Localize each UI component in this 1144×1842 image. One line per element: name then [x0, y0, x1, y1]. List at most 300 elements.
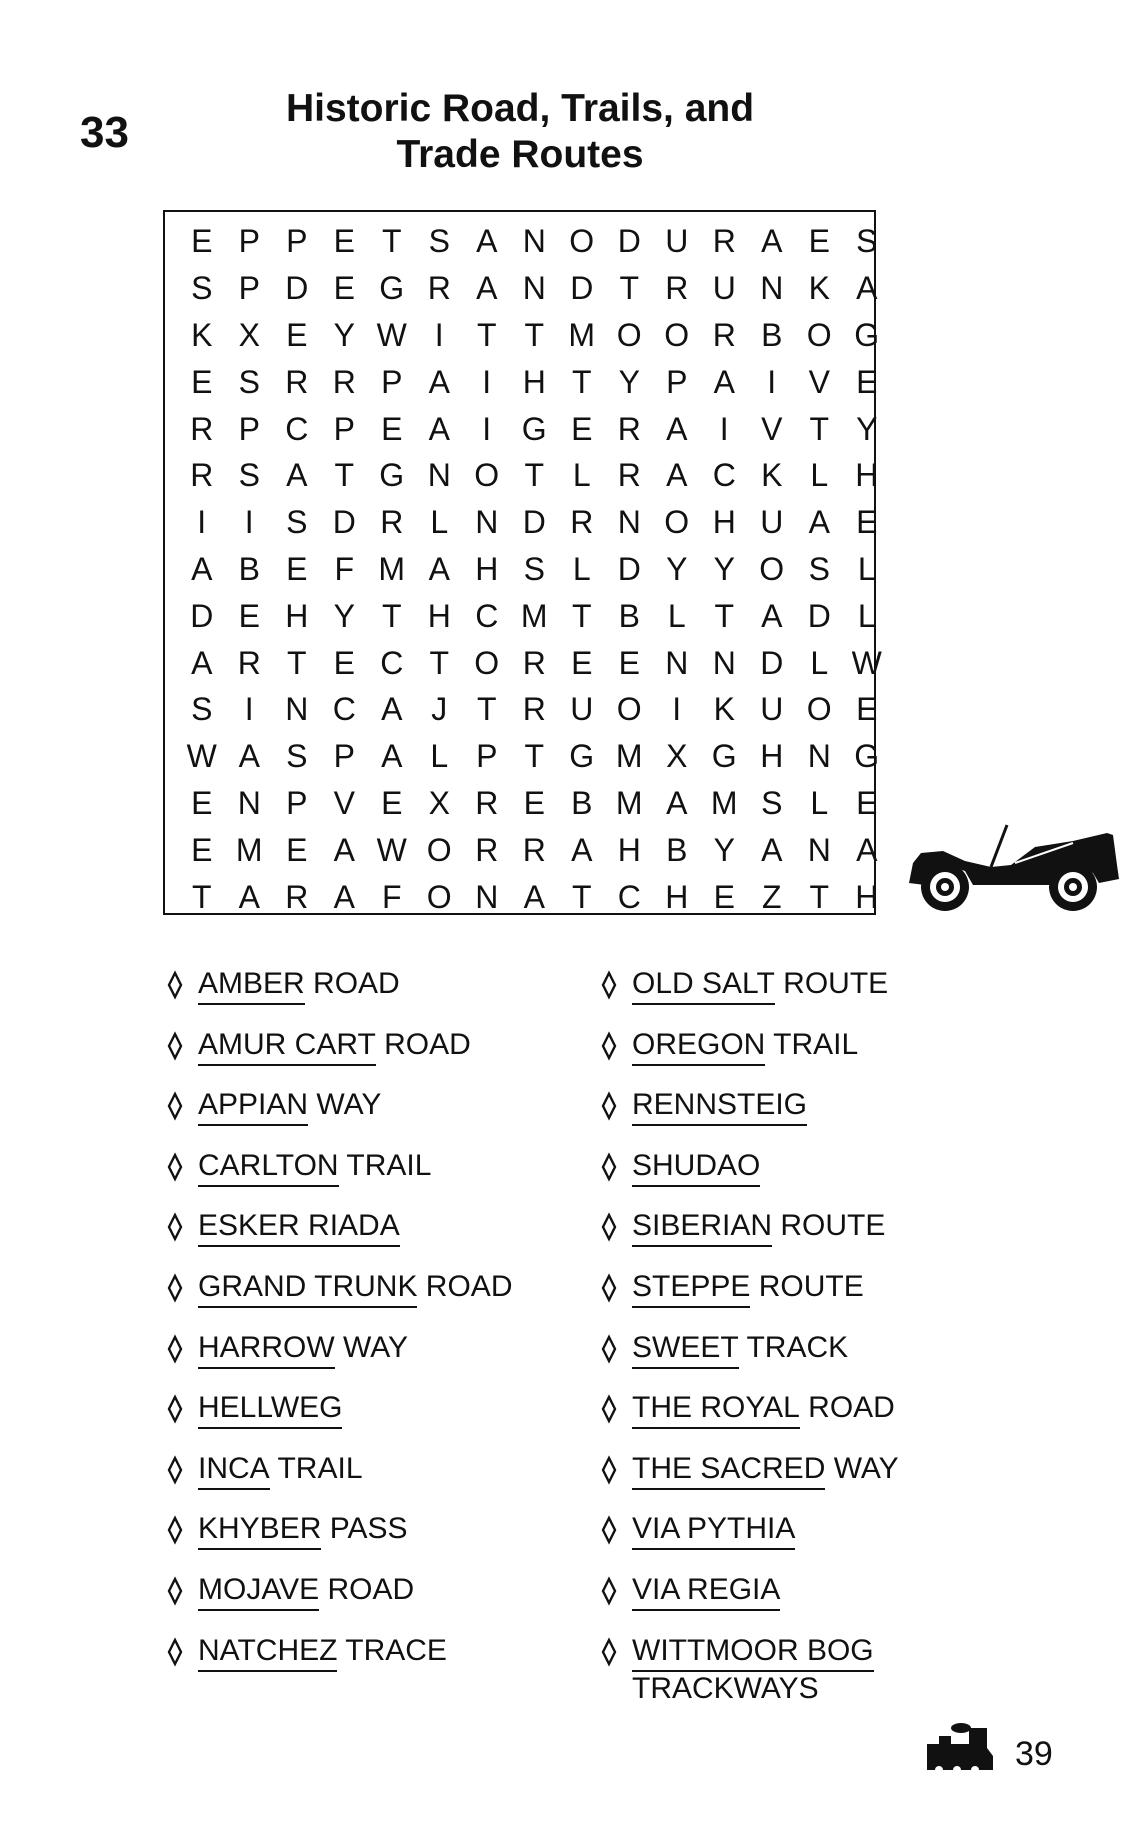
grid-letter: A [761, 597, 783, 634]
diamond-outline-icon [600, 1455, 618, 1485]
grid-letter: R [332, 363, 356, 400]
word-entry [632, 1570, 780, 1611]
word-rest-part: TRAIL [765, 1027, 859, 1061]
grid-letter: L [572, 550, 591, 587]
grid-letter: F [381, 878, 402, 915]
grid-letter: C [380, 644, 404, 681]
word-find-part: RENNSTEIG [632, 1086, 807, 1126]
word-rest-part: TRAIL [269, 1451, 363, 1485]
word-find-part: THE SACRED [632, 1450, 825, 1490]
word-find-part: OLD SALT [632, 965, 775, 1005]
grid-letter: O [616, 316, 642, 353]
grid-letter: T [809, 410, 830, 447]
grid-letter: N [427, 457, 451, 494]
grid-letter: A [381, 691, 403, 728]
word-entry [198, 1085, 381, 1126]
grid-letter: I [244, 504, 254, 541]
grid-letter: X [238, 316, 260, 353]
grid-letter: R [712, 316, 736, 353]
grid-letter: G [521, 410, 547, 447]
grid-letter: T [334, 457, 355, 494]
grid-letter: A [761, 831, 783, 868]
diamond-outline-icon [166, 1334, 184, 1364]
page-number: 39 [1015, 1735, 1053, 1773]
word-rest-part: ROAD [417, 1269, 513, 1303]
grid-letter: R [237, 644, 261, 681]
grid-letter: G [569, 738, 595, 775]
word-find-part: KHYBER [198, 1510, 321, 1550]
diamond-outline-icon [166, 1273, 184, 1303]
grid-letter: T [809, 878, 830, 915]
grid-letter: S [191, 270, 213, 307]
diamond-outline-icon [600, 1212, 618, 1242]
grid-letter: W [186, 738, 217, 775]
grid-letter: J [431, 691, 448, 728]
grid-letter: P [476, 738, 498, 775]
grid-letter: A [428, 410, 450, 447]
word-entry [198, 1146, 431, 1187]
grid-letter: S [808, 550, 830, 587]
grid-letter: U [712, 270, 736, 307]
grid-letter: A [761, 223, 783, 260]
grid-letter: Z [761, 878, 782, 915]
diamond-outline-icon [166, 1515, 184, 1545]
word-find-part: ESKER RIADA [198, 1207, 400, 1247]
word-entry [198, 1025, 471, 1066]
grid-letter: L [857, 597, 876, 634]
word-entry [632, 1206, 885, 1247]
grid-row [178, 873, 891, 920]
grid-letter: T [381, 223, 402, 260]
grid-letter: R [475, 784, 499, 821]
grid-letter: D [570, 270, 594, 307]
grid-letter: M [378, 550, 406, 587]
grid-letter: I [197, 504, 207, 541]
grid-letter: P [238, 223, 260, 260]
word-entry [198, 1570, 414, 1611]
diamond-outline-icon [600, 1334, 618, 1364]
grid-letter: K [808, 270, 830, 307]
grid-letter: C [332, 691, 356, 728]
grid-letter: A [333, 831, 355, 868]
word-entry [198, 1267, 512, 1308]
grid-letter: H [427, 597, 451, 634]
grid-letter: C [285, 410, 309, 447]
grid-letter: W [376, 831, 407, 868]
grid-letter: N [475, 878, 499, 915]
grid-letter: T [191, 878, 212, 915]
grid-letter: D [522, 504, 546, 541]
grid-letter: N [665, 644, 689, 681]
grid-letter: Y [333, 597, 355, 634]
grid-letter: K [713, 691, 735, 728]
grid-letter: P [381, 363, 403, 400]
grid-letter: T [524, 738, 545, 775]
grid-letter: L [430, 504, 449, 541]
word-rest-part: ROAD [799, 1391, 895, 1425]
steam-train-icon [925, 1722, 995, 1774]
grid-letter: P [333, 410, 355, 447]
word-find-part: STEPPE [632, 1268, 750, 1308]
word-find-part: GRAND TRUNK [198, 1268, 417, 1308]
diamond-outline-icon [166, 1576, 184, 1606]
grid-letter: M [710, 784, 738, 821]
grid-letter: F [334, 550, 355, 587]
diamond-outline-icon [166, 1455, 184, 1485]
grid-letter: B [238, 550, 260, 587]
grid-letter: A [428, 550, 450, 587]
diamond-outline-icon [600, 970, 618, 1000]
diamond-outline-icon [166, 1031, 184, 1061]
grid-letter: H [617, 831, 641, 868]
grid-letter: T [476, 316, 497, 353]
word-entry [198, 1328, 408, 1369]
grid-letter: A [666, 457, 688, 494]
grid-letter: M [615, 784, 643, 821]
word-find-part: MOJAVE [198, 1571, 319, 1611]
word-rest-part: ROAD [319, 1572, 415, 1606]
grid-letter: P [666, 363, 688, 400]
word-find-part: HELLWEG [198, 1389, 342, 1429]
grid-letter: V [333, 784, 355, 821]
grid-letter: A [856, 270, 878, 307]
grid-letter: R [665, 270, 689, 307]
grid-letter: A [428, 363, 450, 400]
grid-letter: X [428, 784, 450, 821]
grid-letter: O [426, 831, 452, 868]
grid-letter: R [285, 878, 309, 915]
grid-letter: I [482, 410, 492, 447]
grid-letter: H [522, 363, 546, 400]
word-find-part: VIA REGIA [632, 1571, 780, 1611]
grid-letter: D [617, 550, 641, 587]
grid-row [178, 265, 891, 312]
grid-letter: E [286, 316, 308, 353]
word-entry [632, 1328, 848, 1369]
diamond-outline-icon [166, 1091, 184, 1121]
grid-letter: G [854, 738, 880, 775]
grid-letter: N [617, 504, 641, 541]
grid-letter: H [285, 597, 309, 634]
grid-letter: U [760, 504, 784, 541]
grid-letter: A [333, 878, 355, 915]
grid-letter: E [856, 363, 878, 400]
grid-letter: N [522, 223, 546, 260]
grid-letter: E [191, 223, 213, 260]
grid-letter: E [381, 410, 403, 447]
grid-letter: H [475, 550, 499, 587]
grid-letter: T [524, 316, 545, 353]
word-entry [632, 964, 888, 1005]
letter-grid [178, 218, 891, 920]
grid-letter: N [807, 738, 831, 775]
grid-row [178, 499, 891, 546]
grid-letter: E [713, 878, 735, 915]
word-find-part: HARROW [198, 1329, 335, 1369]
grid-letter: R [475, 831, 499, 868]
page-title [230, 86, 810, 178]
word-find-part: SIBERIAN [632, 1207, 772, 1247]
grid-letter: E [571, 644, 593, 681]
grid-letter: A [808, 504, 830, 541]
grid-letter: R [522, 691, 546, 728]
grid-row [178, 358, 891, 405]
word-find-part: AMUR CART [198, 1026, 376, 1066]
grid-letter: A [238, 738, 260, 775]
grid-letter: V [808, 363, 830, 400]
grid-letter: G [379, 457, 405, 494]
word-find-part: INCA [198, 1450, 270, 1490]
grid-letter: E [333, 223, 355, 260]
word-entry [198, 964, 400, 1005]
grid-letter: A [856, 831, 878, 868]
word-find-part: APPIAN [198, 1086, 308, 1126]
grid-letter: R [190, 457, 214, 494]
grid-letter: E [618, 644, 640, 681]
grid-letter: C [475, 597, 499, 634]
word-search-grid [163, 210, 882, 915]
grid-letter: H [855, 457, 879, 494]
grid-letter: D [332, 504, 356, 541]
diamond-outline-icon [166, 1212, 184, 1242]
grid-letter: E [238, 597, 260, 634]
grid-letter: Y [618, 363, 640, 400]
grid-letter: E [856, 784, 878, 821]
word-entry [632, 1267, 864, 1308]
grid-letter: I [767, 363, 777, 400]
vintage-car-icon [903, 805, 1123, 915]
word-rest-part: TRACE [337, 1633, 447, 1667]
word-entry [198, 1206, 400, 1247]
grid-letter: O [664, 316, 690, 353]
grid-letter: O [616, 691, 642, 728]
grid-letter: A [238, 878, 260, 915]
grid-letter: S [761, 784, 783, 821]
grid-letter: R [190, 410, 214, 447]
grid-letter: S [191, 691, 213, 728]
grid-letter: L [810, 644, 829, 681]
grid-letter: N [522, 270, 546, 307]
grid-letter: E [808, 223, 830, 260]
grid-letter: H [712, 504, 736, 541]
grid-letter: Y [333, 316, 355, 353]
grid-letter: S [238, 457, 260, 494]
grid-letter: A [523, 878, 545, 915]
grid-letter: S [286, 504, 308, 541]
word-rest-part: ROAD [304, 967, 400, 1000]
grid-letter: O [474, 644, 500, 681]
word-entry [632, 1631, 874, 1706]
grid-letter: N [475, 504, 499, 541]
grid-row [178, 405, 891, 452]
grid-letter: N [760, 270, 784, 307]
word-entry [198, 1388, 342, 1429]
grid-letter: P [238, 270, 260, 307]
diamond-outline-icon [600, 1576, 618, 1606]
title-line-1: Historic Road, Trails, and [285, 87, 755, 130]
grid-letter: L [430, 738, 449, 775]
word-entry [632, 1146, 760, 1187]
grid-letter: T [286, 644, 307, 681]
grid-row [178, 592, 891, 639]
puzzle-number: 33 [80, 108, 129, 157]
grid-letter: C [712, 457, 736, 494]
grid-letter: E [571, 410, 593, 447]
diamond-outline-icon [166, 1637, 184, 1667]
grid-letter: A [571, 831, 593, 868]
diamond-outline-icon [600, 1152, 618, 1182]
grid-letter: S [523, 550, 545, 587]
grid-letter: S [856, 223, 878, 260]
grid-letter: E [286, 550, 308, 587]
grid-letter: R [522, 644, 546, 681]
grid-letter: A [666, 410, 688, 447]
grid-letter: Y [713, 550, 735, 587]
word-find-part: THE ROYAL [632, 1389, 800, 1429]
grid-letter: A [191, 550, 213, 587]
word-entry [632, 1025, 858, 1066]
grid-letter: G [379, 270, 405, 307]
grid-letter: S [286, 738, 308, 775]
diamond-outline-icon [166, 1394, 184, 1424]
grid-letter: B [618, 597, 640, 634]
word-second-line: TRACKWAYS [632, 1671, 819, 1705]
word-find-part: VIA PYTHIA [632, 1510, 795, 1550]
grid-letter: O [569, 223, 595, 260]
grid-letter: Y [666, 550, 688, 587]
grid-letter: P [286, 784, 308, 821]
grid-letter: U [665, 223, 689, 260]
grid-letter: S [428, 223, 450, 260]
grid-letter: A [191, 644, 213, 681]
grid-letter: H [665, 878, 689, 915]
grid-letter: A [666, 784, 688, 821]
grid-letter: U [760, 691, 784, 728]
grid-letter: B [666, 831, 688, 868]
word-rest-part: ROAD [375, 1027, 471, 1061]
word-rest-part: PASS [321, 1512, 408, 1546]
grid-letter: K [191, 316, 213, 353]
word-rest-part: ROUTE [772, 1209, 886, 1243]
grid-letter: L [810, 784, 829, 821]
grid-letter: O [806, 691, 832, 728]
grid-letter: I [672, 691, 682, 728]
grid-letter: A [286, 457, 308, 494]
diamond-outline-icon [600, 1091, 618, 1121]
grid-letter: T [524, 457, 545, 494]
grid-letter: O [426, 878, 452, 915]
grid-letter: R [380, 504, 404, 541]
grid-letter: E [856, 691, 878, 728]
word-rest-part: TRAIL [338, 1148, 432, 1182]
grid-letter: M [568, 316, 596, 353]
grid-letter: N [712, 644, 736, 681]
grid-row [178, 826, 891, 873]
grid-letter: E [856, 504, 878, 541]
grid-letter: T [571, 363, 592, 400]
diamond-outline-icon [166, 1152, 184, 1182]
grid-letter: E [333, 270, 355, 307]
grid-letter: R [522, 831, 546, 868]
grid-letter: H [760, 738, 784, 775]
grid-letter: N [237, 784, 261, 821]
word-rest-part: WAY [825, 1451, 899, 1485]
word-entry [632, 1388, 895, 1429]
grid-letter: T [429, 644, 450, 681]
grid-row [178, 686, 891, 733]
grid-letter: G [711, 738, 737, 775]
grid-letter: N [807, 831, 831, 868]
grid-letter: S [238, 363, 260, 400]
grid-letter: R [285, 363, 309, 400]
grid-row [178, 218, 891, 265]
grid-letter: T [381, 597, 402, 634]
grid-letter: R [617, 410, 641, 447]
diamond-outline-icon [600, 1637, 618, 1667]
word-find-part: NATCHEZ [198, 1632, 337, 1672]
word-find-part: WITTMOOR BOG [632, 1632, 874, 1672]
grid-letter: W [376, 316, 407, 353]
grid-letter: E [523, 784, 545, 821]
grid-letter: D [285, 270, 309, 307]
grid-letter: T [571, 878, 592, 915]
grid-row [178, 639, 891, 686]
word-rest-part: WAY [308, 1088, 382, 1122]
grid-letter: M [520, 597, 548, 634]
word-entry [632, 1449, 899, 1490]
grid-letter: L [667, 597, 686, 634]
grid-letter: X [666, 738, 688, 775]
grid-letter: D [617, 223, 641, 260]
word-find-part: AMBER [198, 965, 305, 1005]
grid-letter: V [761, 410, 783, 447]
diamond-outline-icon [600, 1394, 618, 1424]
word-find-part: SHUDAO [632, 1147, 760, 1187]
grid-letter: I [719, 410, 729, 447]
grid-letter: M [615, 738, 643, 775]
word-find-part: SWEET [632, 1329, 739, 1369]
grid-letter: R [712, 223, 736, 260]
grid-letter: I [482, 363, 492, 400]
grid-letter: G [854, 316, 880, 353]
grid-letter: E [191, 363, 213, 400]
grid-letter: Y [856, 410, 878, 447]
grid-letter: E [191, 784, 213, 821]
grid-letter: D [190, 597, 214, 634]
grid-letter: B [571, 784, 593, 821]
grid-letter: Y [713, 831, 735, 868]
grid-letter: R [617, 457, 641, 494]
word-entry [632, 1509, 795, 1550]
grid-letter: R [570, 504, 594, 541]
title-line-2: Trade Routes [396, 133, 644, 176]
word-rest-part: ROUTE [774, 967, 889, 1000]
grid-letter: O [664, 504, 690, 541]
grid-letter: E [381, 784, 403, 821]
grid-letter: B [761, 316, 783, 353]
grid-row [178, 312, 891, 359]
grid-row [178, 780, 891, 827]
word-entry [198, 1631, 447, 1672]
diamond-outline-icon [600, 1273, 618, 1303]
grid-letter: T [476, 691, 497, 728]
grid-letter: H [855, 878, 879, 915]
grid-letter: M [235, 831, 263, 868]
grid-letter: O [759, 550, 785, 587]
grid-letter: E [286, 831, 308, 868]
grid-letter: O [474, 457, 500, 494]
word-find-part: CARLTON [198, 1147, 339, 1187]
